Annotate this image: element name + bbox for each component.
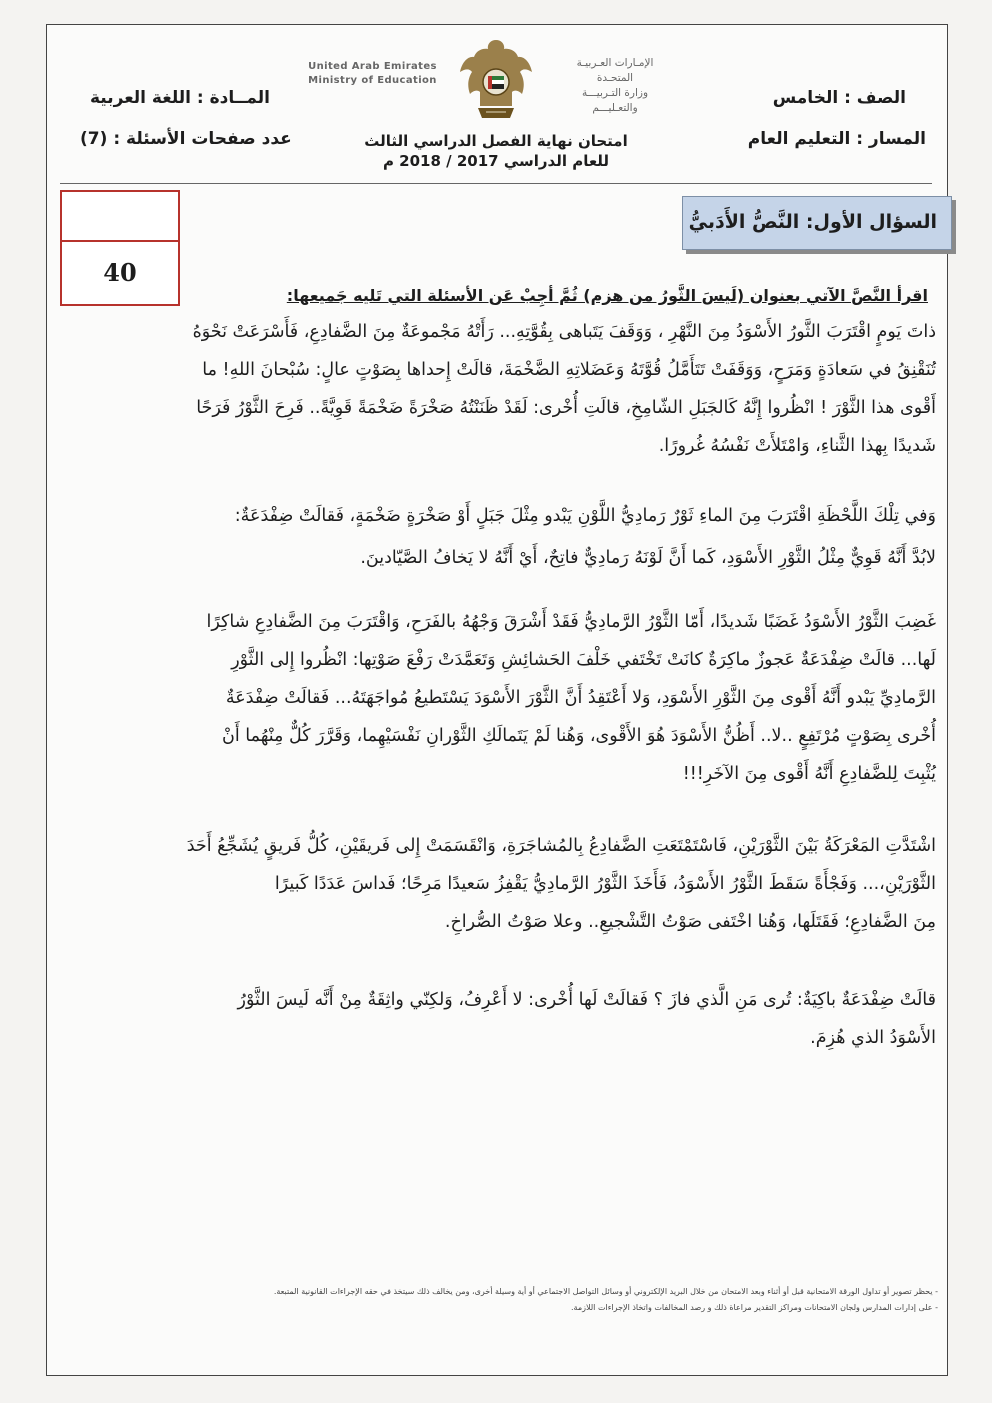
question-instruction: اقرأ النَّصَّ الآتي بعنوان (لَيسَ الثَّورُ من هزم) ثُمَّ أجِبْ عَن الأسئلة التي تَليه جَميعها: [286, 286, 928, 305]
story-line: ذاتَ يَومٍ اقْتَرَبَ الثَّورُ الأَسْوَدُ مِنَ النَّهْرِ ، وَوَقَفَ يَتَباهى بِقُوَّتِهِ... رَأَتْهُ مَجْموعَةٌ مِنَ الضَّفادِعِ، فَأَسْرَعَتْ نَحْوَهُ [192, 322, 936, 342]
story-line: تُنَقْنِقُ في سَعادَةٍ وَمَرَحٍ، وَوَقَفَتْ تَتَأَمَّلُ قُوَّتَهُ وَعَضَلاتِهِ الضَّخْمَةَ، قالَتْ إِحداها بِصَوْتٍ عالٍ: سُبْحانَ اللهِ! ما [202, 360, 936, 380]
story-line: يُثْبِتَ لِلضَّفادِعِ أَنَّهُ أَقْوى مِنَ الآخَرِ!!! [682, 764, 936, 784]
story-paragraph-4 [46, 836, 936, 950]
story-paragraph-5 [46, 990, 936, 1066]
score-box [60, 190, 180, 306]
story-line: مِنَ الضَّفادِعِ؛ فَقَتَلَها، وَهُنا اخْتَفى صَوْتُ التَّشْجيعِ.. وعلا صَوْتُ الصُّراخِ. [444, 912, 936, 932]
grade-label: الصف : الخامس [772, 88, 906, 108]
ministry-name-en: United Arab Emirates Ministry of Education [308, 61, 437, 86]
story-line: وَفي تِلْكَ اللَّحْظَةِ اقْتَرَبَ مِنَ الماءِ ثَوْرٌ رَمادِيُّ اللَّوْنِ يَبْدو مِثْلَ جَبَلٍ أَوْ صَخْرَةٍ ضَخْمَةٍ، فَقالَتْ ضِفْدَعَةٌ: [234, 506, 936, 526]
story-line: لابُدَّ أَنَّهُ قَوِيٌّ مِثْلُ الثَّوْرِ الأَسْوَدِ، كَما أَنَّ لَوْنَهُ رَمادِيٌّ فاتِحٌ، أَيْ أَنَّهُ لا يَخافُ الصَّيّادينَ. [360, 548, 936, 568]
story-line: الرَّمادِيِّ يَبْدو أَنَّهُ أَقْوى مِنَ الثَّوْرِ الأَسْوَدِ، وَلا أَعْتَقِدُ أَنَّ الثَّوْرَ الأَسْوَدَ يَسْتَطيعُ مُواجَهَتَهُ... فَقالَتْ ضِفْدَعَةٌ [225, 688, 936, 708]
academic-year: للعام الدراسي 2017 / 2018 م [382, 152, 610, 170]
story-line: أَقْوى هذا الثَّوْرَ ! انْظُروا إِنَّهُ كَالجَبَلِ الشّامِخِ، قالَتِ أُخْرى: لَقَدْ ظَنَنْتُهُ صَخْرَةً ضَخْمَةً قَوِيَّةً.. فَرِحَ الثَّوْرُ فَرَحًا [196, 398, 936, 418]
uae-emblem-icon [456, 34, 536, 126]
story-paragraph-3 [46, 612, 936, 802]
question-title-box [682, 196, 952, 250]
story-paragraph-1 [46, 322, 936, 474]
story-paragraph-2 [46, 506, 936, 590]
story-line: الثَّوْرَيْنِ،... وَفَجْأَةً سَقَطَ الثَّوْرُ الأَسْوَدُ، فَأَخَذَ الثَّوْرُ الرَّمادِيُّ يَقْفِزُ سَعيدًا مَرِحًا؛ فَداسَ عَدَدًا كَبيرًا [274, 874, 936, 894]
header-divider [60, 183, 932, 184]
story-line: غَضِبَ الثَّوْرُ الأَسْوَدُ غَضَبًا شَديدًا، أَمّا الثَّوْرُ الرَّمادِيُّ فَقَدْ أَشْرَقَ وَجْهُهُ بالفَرَحِ، وَاقْتَرَبَ مِنَ الضَّفادِعِ شاكِرًا [206, 612, 936, 632]
pages-count-label: عدد صفحات الأسئلة : (7) [80, 129, 292, 149]
score-divider [62, 240, 178, 242]
footer-note: - على إدارات المدارس ولجان الامتحانات ومراكز التقدير مراعاة ذلك و رصد المخالفات واتخاذ الإجراءات اللازمة. [570, 1303, 938, 1312]
story-line: الأَسْوَدُ الذي هُزِمَ. [810, 1028, 936, 1048]
story-line: لَها... قالَتْ ضِفْدَعَةٌ عَجوزٌ ماكِرَةٌ كانَتْ تَخْتَفي خَلْفَ الحَشائِشِ وَتَعَمَّدَتْ رَفْعَ صَوْتِها: انْظُروا إِلى الثَّوْرِ [231, 650, 936, 670]
question-title: السؤال الأول: النَّصُّ الأَدَبيُّ [688, 211, 937, 233]
score-max: 40 [103, 258, 137, 287]
story-line: شَديدًا بِهذا الثَّناءِ، وَامْتَلأَتْ نَفْسُهُ غُرورًا. [658, 436, 936, 456]
exam-title: امتحان نهاية الفصل الدراسي الثالث [364, 132, 628, 150]
track-label: المسار : التعليم العام [747, 129, 926, 149]
ministry-name-ar: الإمـارات العـربيـة المتحـدة وزارة التـربيـــة والتعـليـــم [576, 57, 654, 114]
story-line: أُخْرى بِصَوْتٍ مُرْتَفِعٍ ..لا.. أَظُنُّ الأَسْوَدَ هُوَ الأَقْوى، وَهُنا لَمْ يَتَمالَكِ الثَّوْرانِ نَفْسَيْهِما، وَقَرَّرَ كُلٌّ مِنْهُما أَنْ [221, 726, 936, 746]
story-line: اشْتَدَّتِ المَعْرَكَةُ بَيْنَ الثَّوْرَيْنِ، فَاسْتَمْتَعَتِ الضَّفادِعُ بِالمُشاجَرَةِ، وَانْقَسَمَتْ إِلى فَريقَيْنِ، كُلُّ فَريقٍ يُشَجِّعُ أَحَدَ [186, 836, 936, 856]
footer-note: - يحظر تصوير أو تداول الورقة الامتحانية قبل أو أثناء وبعد الامتحان من خلال البريد الإلكتروني أو وسائل التواصل الاجتماعي أو أية وسيلة أخرى، ومن يخالف ذلك سيتخذ في حقه الإجراءات القانونية المتبعة. [273, 1287, 938, 1296]
subject-label: المــادة : اللغة العربية [90, 88, 270, 108]
story-line: قالَتْ ضِفْدَعَةٌ باكِيَةٌ: تُرى مَنِ الَّذي فازَ ؟ فَقالَتْ لَها أُخْرى: لا أَعْرِفُ، وَلكِنّي واثِقَةٌ مِنْ أَنَّه لَيسَ الثَّوْرُ [237, 990, 936, 1010]
